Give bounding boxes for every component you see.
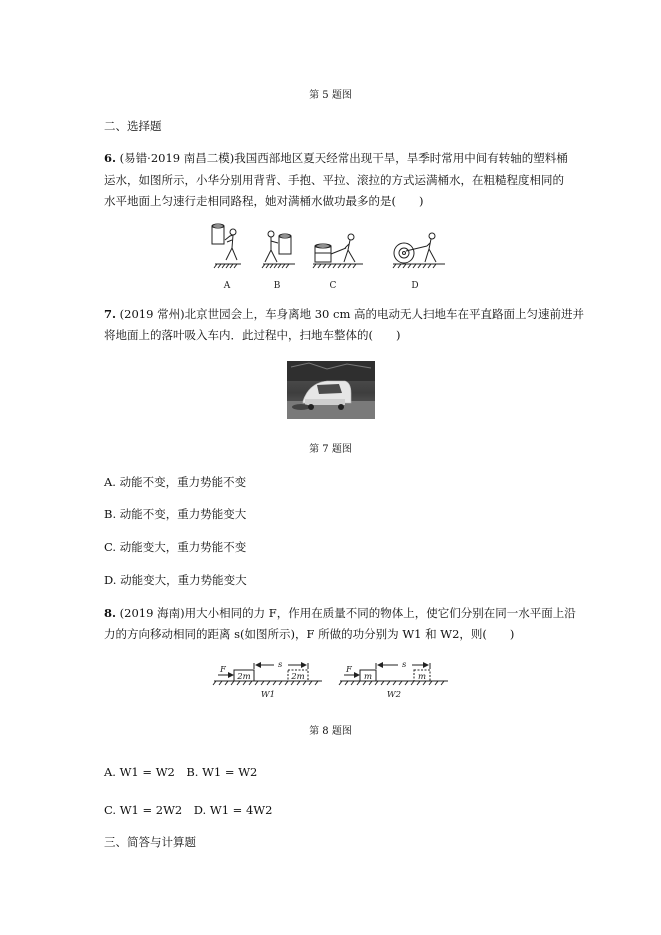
section-3-title: 三、简答与计算题 xyxy=(104,835,196,849)
q8-option-a: A. W1 = W2 xyxy=(104,765,175,779)
label-b: B xyxy=(273,281,281,291)
figure-c-flat-pull xyxy=(313,234,363,268)
q8-option-d: D. W1 = 4W2 xyxy=(193,803,273,817)
q8-figure xyxy=(212,655,452,705)
q7-option-a: A. 动能不变，重力势能不变 xyxy=(104,475,247,489)
q6-line-2: 运水，如图所示，小华分别用背背、手抱、平拉、滚拉的方式运满桶水，在粗糙程度相同的 xyxy=(104,173,564,187)
q6-line-3: 水平地面上匀速行走相同路程，她对满桶水做功最多的是( ) xyxy=(104,194,424,208)
q8-work-left: W1 xyxy=(260,690,276,700)
label-d: D xyxy=(411,281,419,291)
label-a: A xyxy=(223,281,231,291)
q6-number: 6. xyxy=(104,151,117,165)
q8-force-left: F xyxy=(220,665,226,675)
section-2-title: 二、选择题 xyxy=(104,119,162,133)
label-c: C xyxy=(329,281,337,291)
q7-photo-sweeper xyxy=(287,361,375,419)
q8-work-right: W2 xyxy=(386,690,402,700)
q8-option-c: C. W1 = 2W2 xyxy=(104,803,183,817)
q8-right-panel xyxy=(339,663,448,685)
q8-mass-right-start: m xyxy=(363,672,373,682)
figure-5-caption: 第 5 题图 xyxy=(309,90,352,101)
q8-option-b: B. W1 = W2 xyxy=(186,765,258,779)
q8-mass-left-end: 2m xyxy=(291,672,305,682)
figure-7-caption: 第 7 题图 xyxy=(309,444,352,455)
q6-line-1: 6. (易错·2019 南昌二模)我国西部地区夏天经常出现干旱，旱季时常用中间有转轴的塑料桶 xyxy=(104,151,568,165)
q8-options-ab xyxy=(104,764,257,780)
figure-d-roll-pull xyxy=(393,233,445,268)
q8-distance-right: s xyxy=(402,660,407,670)
q8-mass-right-end: m xyxy=(417,672,427,682)
figure-b-hand-hold xyxy=(262,231,295,268)
q7-line-1: 7. (2019 常州)北京世园会上，车身离地 30 cm 高的电动无人扫地车在平直路面上匀速前进并 xyxy=(104,307,585,321)
q6-figure xyxy=(205,220,455,292)
q8-distance-left: s xyxy=(278,660,283,670)
figure-a-back-carry xyxy=(212,224,241,268)
figure-8-caption: 第 8 题图 xyxy=(309,726,352,737)
q7-option-d: D. 动能变大，重力势能变大 xyxy=(104,573,247,587)
q8-force-right: F xyxy=(346,665,352,675)
q7-number: 7. xyxy=(104,307,117,321)
q8-left-panel xyxy=(213,663,322,685)
q8-options-cd xyxy=(104,802,272,818)
q7-option-b: B. 动能不变，重力势能变大 xyxy=(104,507,247,521)
q7-line-2: 将地面上的落叶吸入车内．此过程中，扫地车整体的( ) xyxy=(104,328,401,342)
q8-number: 8. xyxy=(104,606,117,620)
q8-line-1: 8. (2019 海南)用大小相同的力 F，作用在质量不同的物体上，使它们分别在同一水平面上沿 xyxy=(104,606,576,620)
q8-mass-left-start: 2m xyxy=(237,672,251,682)
q8-line-2: 力的方向移动相同的距离 s(如图所示)，F 所做的功分别为 W1 和 W2，则( ) xyxy=(104,627,515,641)
q7-option-c: C. 动能变大，重力势能不变 xyxy=(104,540,247,554)
